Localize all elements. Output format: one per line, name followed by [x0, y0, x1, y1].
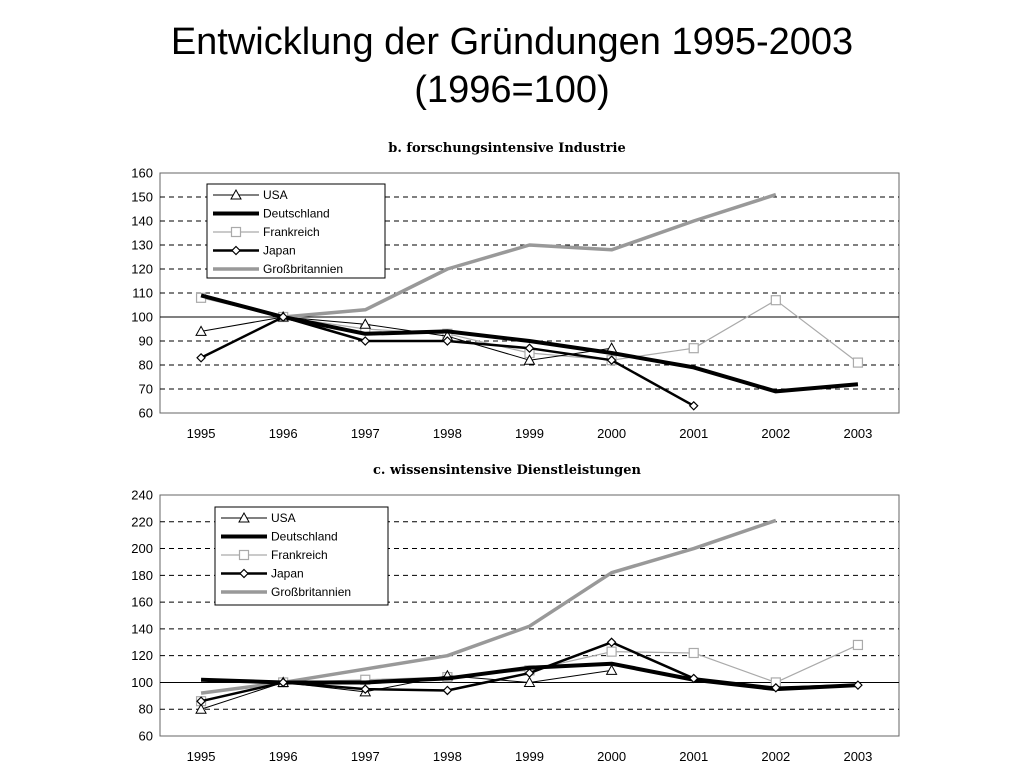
legend-marker-frankreich: [240, 551, 249, 560]
y-tick-label: 140: [131, 213, 153, 229]
y-tick-label: 60: [138, 405, 153, 421]
y-tick-label: 200: [131, 541, 153, 557]
y-tick-label: 80: [138, 357, 153, 373]
x-tick-label: 1999: [515, 749, 544, 764]
chart-title: c. wissensintensive Dienstleistungen: [373, 463, 641, 478]
x-tick-label: 1997: [350, 426, 380, 441]
chart-forschungsintensive-industrie: [0, 128, 1024, 448]
x-tick-label: 2001: [679, 426, 709, 441]
y-tick-label: 60: [138, 728, 153, 744]
slide-title: [0, 18, 1024, 114]
x-tick-label: 1995: [186, 426, 216, 441]
y-tick-label: 120: [131, 261, 153, 277]
legend-label-usa: USA: [263, 188, 288, 202]
x-tick-label: 2003: [843, 426, 873, 441]
y-tick-label: 160: [131, 165, 153, 181]
y-tick-label: 100: [131, 674, 153, 690]
legend-label-grossbritannien: Großbritannien: [263, 262, 344, 276]
legend-label-deutschland: Deutschland: [271, 529, 338, 544]
legend: [215, 507, 388, 605]
x-tick-label: 1996: [268, 749, 298, 764]
y-tick-label: 130: [131, 237, 153, 253]
legend-label-grossbritannien: Großbritannien: [271, 585, 352, 599]
chart-wissensintensive-dienstleistungen: [0, 452, 1024, 768]
legend-label-frankreich: Frankreich: [263, 225, 320, 239]
x-tick-label: 2002: [761, 749, 791, 764]
x-tick-label: 2003: [843, 749, 873, 764]
data-point-frankreich: [853, 358, 862, 367]
y-tick-label: 140: [131, 621, 153, 637]
y-tick-label: 70: [138, 381, 153, 397]
x-tick-label: 1995: [186, 749, 216, 764]
legend-label-japan: Japan: [263, 243, 296, 258]
x-tick-label: 2000: [597, 426, 627, 441]
x-tick-label: 1998: [432, 749, 462, 764]
x-tick-label: 1999: [515, 426, 544, 441]
legend-label-frankreich: Frankreich: [271, 548, 328, 562]
x-tick-label: 2000: [597, 749, 627, 764]
y-tick-label: 90: [138, 333, 153, 349]
y-tick-label: 120: [131, 648, 153, 664]
y-tick-label: 180: [131, 567, 153, 583]
slide-title-line2: (1996=100): [414, 69, 610, 111]
data-point-frankreich: [771, 296, 780, 305]
x-tick-label: 2001: [679, 749, 709, 764]
data-point-frankreich: [853, 640, 862, 649]
chart-title: b. forschungsintensive Industrie: [388, 141, 626, 156]
legend-marker-frankreich: [232, 228, 241, 237]
y-tick-label: 110: [132, 285, 153, 301]
slide-title-line1: Entwicklung der Gründungen 1995-2003: [170, 21, 854, 63]
data-point-frankreich: [607, 647, 616, 656]
y-tick-label: 240: [131, 487, 153, 503]
x-tick-label: 2002: [761, 426, 791, 441]
x-tick-label: 1996: [268, 426, 298, 441]
legend-label-japan: Japan: [271, 566, 304, 581]
y-tick-label: 220: [131, 514, 153, 530]
data-point-frankreich: [689, 344, 698, 353]
data-point-frankreich: [689, 648, 698, 657]
y-tick-label: 80: [138, 701, 153, 717]
y-tick-label: 150: [131, 189, 153, 205]
x-tick-label: 1997: [350, 749, 380, 764]
legend-label-deutschland: Deutschland: [263, 206, 330, 221]
x-tick-label: 1998: [432, 426, 462, 441]
y-tick-label: 100: [131, 309, 153, 325]
legend: [207, 184, 385, 278]
y-tick-label: 160: [131, 594, 153, 610]
legend-label-usa: USA: [271, 511, 296, 525]
